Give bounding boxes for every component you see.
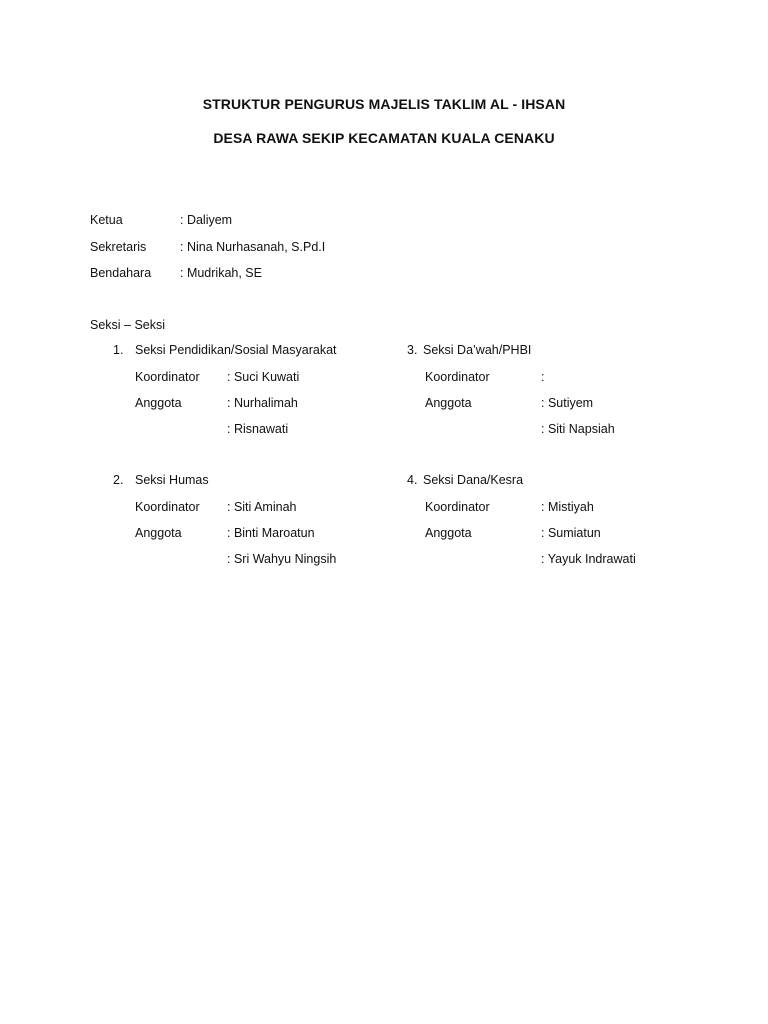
anggota-member: : Sumiatun xyxy=(541,526,601,540)
section-name: Seksi Da’wah/PHBI xyxy=(423,343,532,357)
section-number: 3. xyxy=(407,343,418,357)
anggota-member: : Siti Napsiah xyxy=(541,422,615,436)
koordinator-label: Koordinator xyxy=(135,370,200,384)
anggota-member: : Yayuk Indrawati xyxy=(541,552,636,566)
document-subtitle: DESA RAWA SEKIP KECAMATAN KUALA CENAKU xyxy=(213,130,555,146)
section-number: 1. xyxy=(113,343,124,357)
officer-role-bendahara: Bendahara xyxy=(90,266,152,280)
anggota-label: Anggota xyxy=(135,396,182,410)
anggota-label: Anggota xyxy=(425,396,472,410)
officer-value-sekretaris: : Nina Nurhasanah, S.Pd.I xyxy=(180,240,326,254)
koordinator-value: : Siti Aminah xyxy=(227,500,297,514)
koordinator-label: Koordinator xyxy=(135,500,200,514)
anggota-member: : Sutiyem xyxy=(541,396,594,410)
anggota-member: : Sri Wahyu Ningsih xyxy=(227,552,337,566)
anggota-member: : Risnawati xyxy=(227,422,289,436)
section-number: 2. xyxy=(113,473,124,487)
koordinator-label: Koordinator xyxy=(425,370,490,384)
sections-heading: Seksi – Seksi xyxy=(90,318,166,332)
anggota-member: : Binti Maroatun xyxy=(227,526,315,540)
document-title: STRUKTUR PENGURUS MAJELIS TAKLIM AL - IHSAN xyxy=(202,96,566,112)
koordinator-value: : xyxy=(541,370,545,384)
section-name: Seksi Humas xyxy=(135,473,209,487)
officer-value-bendahara: : Mudrikah, SE xyxy=(180,266,262,280)
officer-role-sekretaris: Sekretaris xyxy=(90,240,147,254)
officer-role-ketua: Ketua xyxy=(90,213,123,227)
section-number: 4. xyxy=(407,473,418,487)
koordinator-label: Koordinator xyxy=(425,500,490,514)
anggota-label: Anggota xyxy=(135,526,182,540)
koordinator-value: : Mistiyah xyxy=(541,500,594,514)
koordinator-value: : Suci Kuwati xyxy=(227,370,300,384)
anggota-member: : Nurhalimah xyxy=(227,396,298,410)
anggota-label: Anggota xyxy=(425,526,472,540)
section-name: Seksi Pendidikan/Sosial Masyarakat xyxy=(135,343,337,357)
officer-value-ketua: : Daliyem xyxy=(180,213,233,227)
section-name: Seksi Dana/Kesra xyxy=(423,473,524,487)
